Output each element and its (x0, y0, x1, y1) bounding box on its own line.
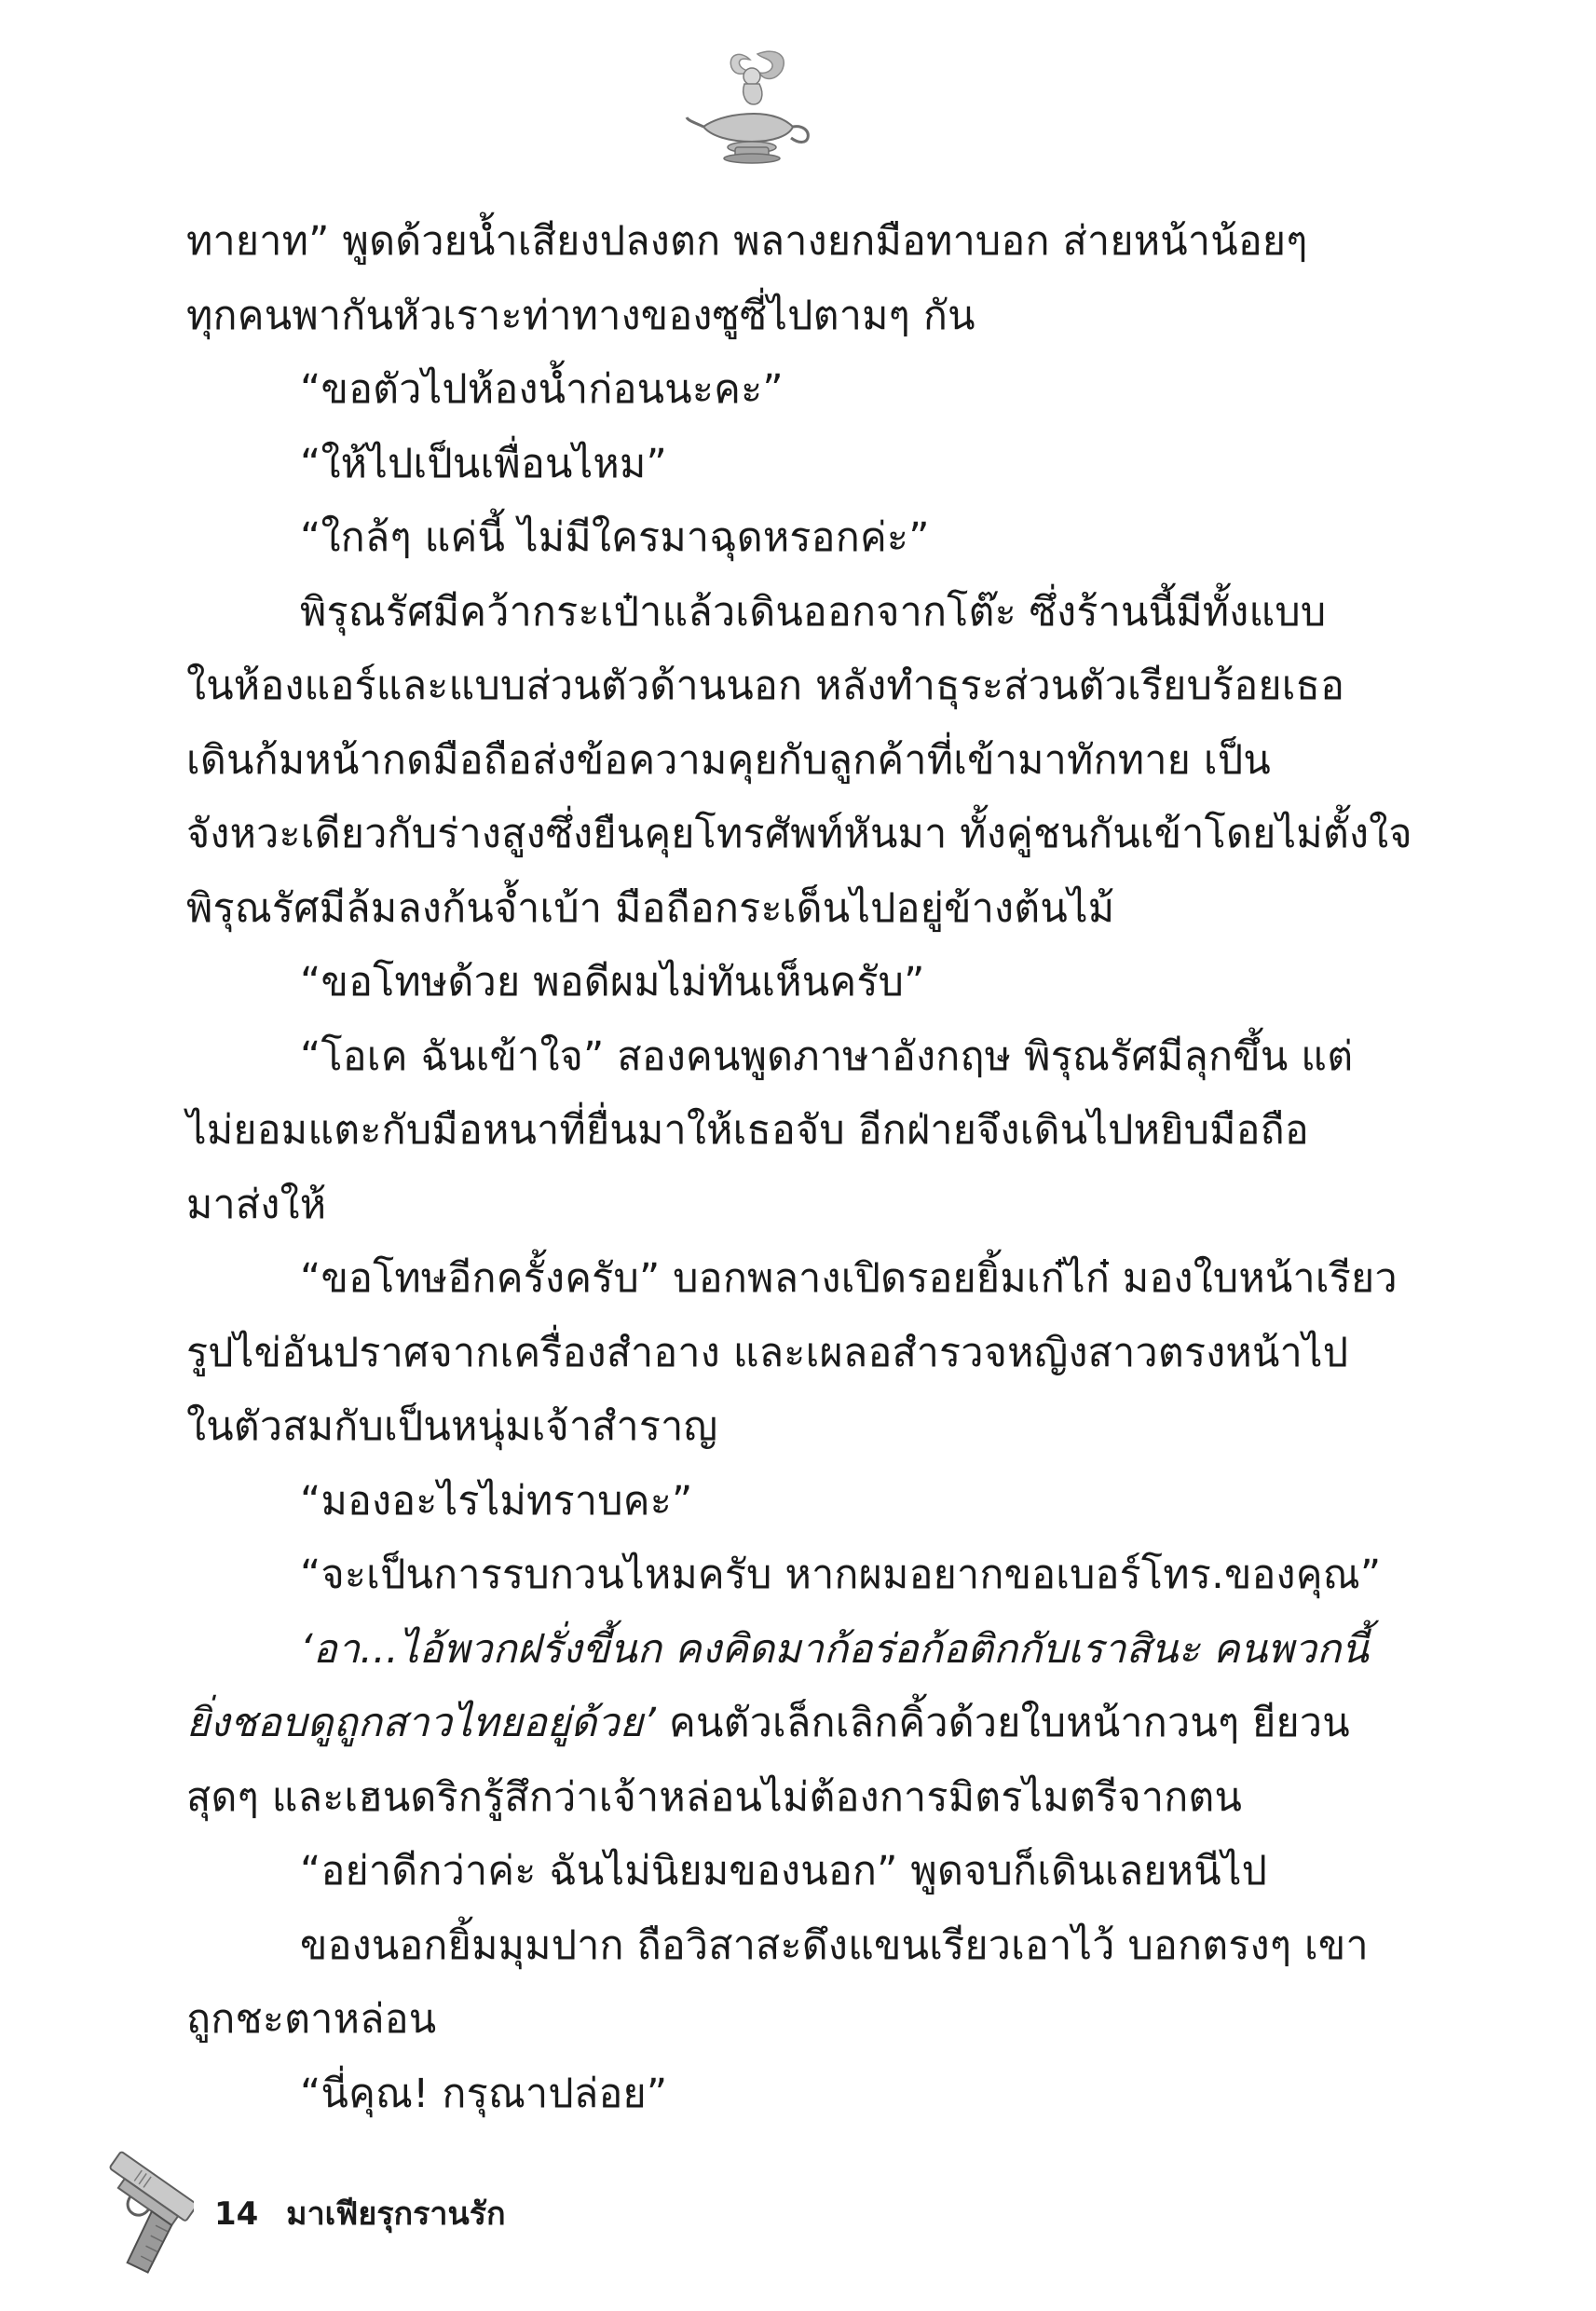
text-span: คนตัวเล็กเลิกคิ้วด้วยใบหน้ากวนๆ ยียวน (656, 1700, 1350, 1746)
text-line: รูปไข่อันปราศจากเครื่องสำอาง และเผลอสำรวจหญิงสาวตรงหน้าไป (186, 1329, 1349, 1376)
text-line: สุดๆ และเฮนดริกรู้สึกว่าเจ้าหล่อนไม่ต้องการมิตรไมตรีจากตน (186, 1773, 1243, 1821)
text-line: “ขอตัวไปห้องน้ำก่อนนะคะ” (300, 366, 784, 413)
text-line: “อย่าดีกว่าค่ะ ฉันไม่นิยมของนอก” พูดจบก็เดินเลยหนีไป (300, 1848, 1268, 1894)
text-line: ในห้องแอร์และแบบส่วนตัวด้านนอก หลังทำธุระส่วนตัวเรียบร้อยเธอ (186, 663, 1345, 709)
text-line: ‘อา...ไอ้พวกฝรั่งขี้นก คงคิดมาก้อร่อก้อติกกับเราสินะ คนพวกนี้ (300, 1625, 1370, 1673)
text-line: “นี่คุณ! กรุณาปล่อย” (300, 2070, 668, 2117)
text-line: ไม่ยอมแตะกับมือหนาที่ยื่นมาให้เธอจับ อีกฝ่ายจึงเดินไปหยิบมือถือ (186, 1107, 1309, 1154)
text-line: “ขอโทษด้วย พอดีผมไม่ทันเห็นครับ” (300, 959, 925, 1005)
book-title: มาเฟียรุกรานรัก (286, 2195, 506, 2233)
text-line: จังหวะเดียวกับร่างสูงซึ่งยืนคุยโทรศัพท์หันมา ทั้งคู่ชนกันเข้าโดยไม่ตั้งใจ (186, 811, 1412, 857)
body-text (186, 205, 1412, 2131)
pistol-icon (82, 2134, 194, 2283)
text-line: เดินก้มหน้ากดมือถือส่งข้อความคุยกับลูกค้าที่เข้ามาทักทาย เป็น (186, 736, 1271, 784)
italic-span: ยิ่งชอบดูถูกสาวไทยอยู่ด้วย’ (186, 1700, 657, 1746)
text-line (186, 1687, 1350, 1761)
text-line: “ให้ไปเป็นเพื่อนไหม” (300, 440, 667, 487)
text-line: ทุกคนพากันหัวเราะท่าทางของซูซี่ไปตามๆ กัน (186, 292, 975, 339)
text-line: “จะเป็นการรบกวนไหมครับ หากผมอยากขอเบอร์โทร.ของคุณ” (300, 1552, 1382, 1598)
text-line: “ขอโทษอีกครั้งครับ” บอกพลางเปิดรอยยิ้มเก๋ไก๋ มองใบหน้าเรียว (300, 1255, 1398, 1302)
text-line: พิรุณรัศมีล้มลงก้นจ้ำเบ้า มือถือกระเด็นไปอยู่ข้างต้นไม้ (186, 884, 1115, 932)
page-number: 14 (214, 2195, 259, 2233)
text-line: “ใกล้ๆ แค่นี้ ไม่มีใครมาฉุดหรอกค่ะ” (300, 514, 930, 561)
cupid-lamp-ornament-icon (685, 47, 815, 168)
text-line: ถูกชะตาหล่อน (186, 1996, 437, 2043)
text-line: “มองอะไรไม่ทราบคะ” (300, 1477, 693, 1525)
text-line: พิรุณรัศมีคว้ากระเป๋าแล้วเดินออกจากโต๊ะ ซึ่งร้านนี้มีทั้งแบบ (300, 588, 1327, 636)
text-line: ในตัวสมกับเป็นหนุ่มเจ้าสำราญ (186, 1403, 718, 1450)
text-line: ทายาท” พูดด้วยน้ำเสียงปลงตก พลางยกมือทาบอก ส่ายหน้าน้อยๆ (186, 218, 1308, 265)
text-line: มาส่งให้ (186, 1181, 327, 1228)
text-line: ของนอกยิ้มมุมปาก ถือวิสาสะดึงแขนเรียวเอาไว้ บอกตรงๆ เขา (300, 1921, 1369, 1969)
page-footer (214, 2188, 506, 2238)
text-line: “โอเค ฉันเข้าใจ” สองคนพูดภาษาอังกฤษ พิรุณรัศมีลุกขึ้น แต่ (300, 1032, 1354, 1080)
